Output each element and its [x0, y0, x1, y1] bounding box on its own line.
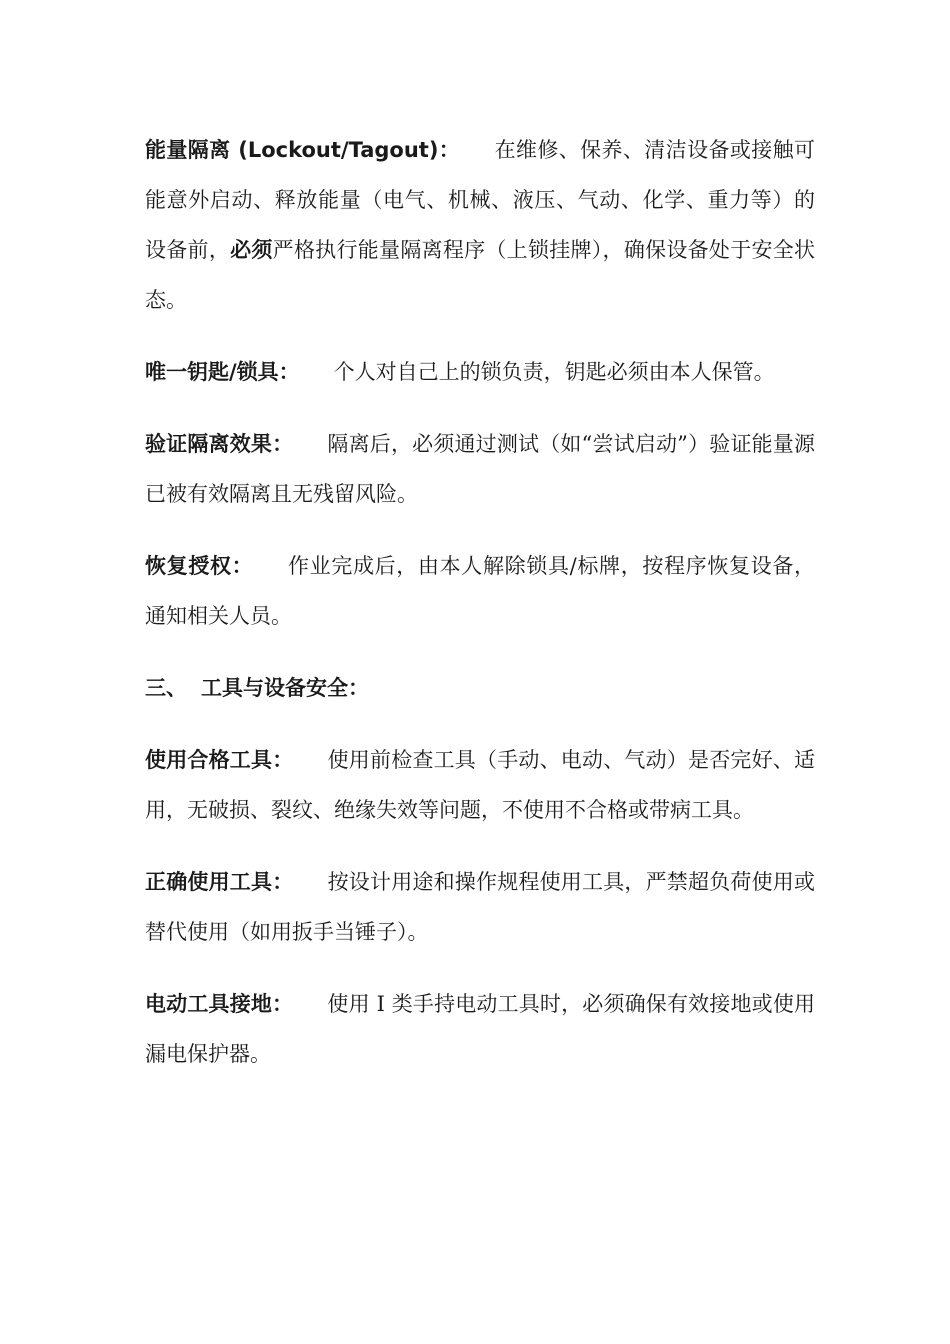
paragraph-label: 能量隔离 (Lockout/Tagout)： — [145, 138, 461, 162]
paragraph-qualified-tools — [145, 735, 815, 835]
paragraph-text: 按设计用途和操作规程使用工具，严禁超负荷使用或替代使用（如用扳手当锤子）。 — [145, 870, 816, 944]
paragraph-text: 隔离后，必须通过测试（如“尝试启动”）验证能量源已被有效隔离且无残留风险。 — [145, 432, 815, 506]
paragraph-text: 使用 I 类手持电动工具时，必须确保有效接地或使用漏电保护器。 — [145, 992, 815, 1066]
paragraph-label: 电动工具接地： — [145, 992, 294, 1016]
section-number: 三、 — [145, 676, 187, 700]
paragraph-power-tool-grounding — [145, 979, 815, 1079]
emphasis-text: 必须 — [230, 238, 273, 262]
paragraph-text: 使用前检查工具（手动、电动、气动）是否完好、适用，无破损、裂纹、绝缘失效等问题，不使用不合格或带病工具。 — [145, 748, 816, 822]
paragraph-unique-key — [145, 347, 815, 397]
paragraph-verify-isolation — [145, 419, 815, 519]
paragraph-correct-tool-use — [145, 857, 815, 957]
paragraph-restore-authorization — [145, 541, 815, 641]
section-title: 工具与设备安全： — [201, 676, 369, 700]
paragraph-label: 使用合格工具： — [145, 748, 294, 772]
paragraph-text: 作业完成后，由本人解除锁具/标牌，按程序恢复设备，通知相关人员。 — [145, 554, 816, 628]
paragraph-label: 恢复授权： — [145, 554, 254, 578]
paragraph-label: 验证隔离效果： — [145, 432, 294, 456]
paragraph-text: 个人对自己上的锁负责，钥匙必须由本人保管。 — [333, 360, 775, 384]
paragraph-label: 唯一钥匙/锁具： — [145, 360, 300, 384]
document-page — [145, 125, 815, 1101]
paragraph-label: 正确使用工具： — [145, 870, 294, 894]
paragraph-text: 严格执行能量隔离程序（上锁挂牌），确保设备处于安全状态。 — [145, 238, 816, 312]
section-heading — [145, 663, 815, 713]
paragraph-lockout — [145, 125, 815, 325]
paragraph-text: 在维修、保养、清洁设备或接触可能意外启动、释放能量（电气、机械、液压、气动、化学、重力等）的设备前， — [145, 138, 815, 262]
